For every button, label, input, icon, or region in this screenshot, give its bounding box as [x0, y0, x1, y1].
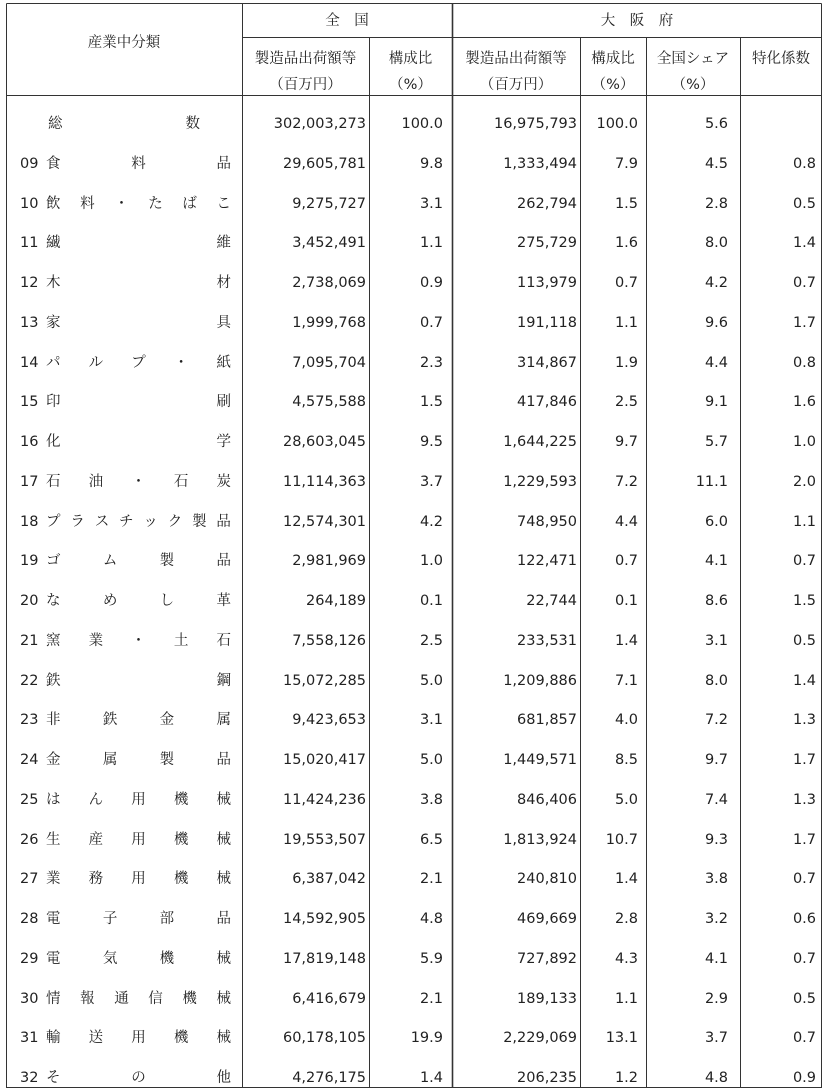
industry-name: パ ル プ ・ 紙	[46, 355, 231, 371]
header-national-shipment: 製造品出荷額等	[254, 51, 357, 67]
industry-name: 業 務 用 機 械	[46, 871, 231, 887]
national-shipment-value: 29,605,781	[282, 156, 366, 172]
specialization-coefficient-value: 0.8	[792, 355, 816, 371]
header-osaka-shipment: 製造品出荷額等	[465, 51, 567, 67]
industry-name: 食 料 品	[46, 156, 231, 172]
national-ratio-value: 2.5	[419, 633, 443, 649]
osaka-shipment-value: 189,133	[517, 991, 577, 1007]
osaka-shipment-value: 748,950	[517, 514, 577, 530]
national-ratio-value: 9.8	[419, 156, 443, 172]
national-shipment-value: 2,738,069	[292, 275, 366, 291]
osaka-shipment-value: 22,744	[526, 593, 577, 609]
header-national-unit: （百万円）	[269, 77, 342, 93]
industry-name: 情 報 通 信 機 械	[46, 991, 231, 1007]
national-shipment-value: 1,999,768	[292, 315, 366, 331]
specialization-coefficient-value: 1.1	[792, 514, 816, 530]
national-share-value: 9.6	[704, 315, 728, 331]
industry-code: 23	[20, 712, 39, 728]
national-share-value: 7.4	[704, 792, 728, 808]
national-ratio-value: 0.7	[419, 315, 443, 331]
specialization-coefficient-value: 1.3	[792, 712, 816, 728]
osaka-ratio-value: 7.9	[614, 156, 638, 172]
osaka-shipment-value: 1,813,924	[503, 832, 577, 848]
industry-name: プ ラ ス チ ッ ク 製 品	[46, 514, 231, 530]
national-shipment-value: 302,003,273	[273, 116, 366, 132]
industry-name: は ん 用 機 械	[46, 792, 231, 808]
header-share: 全国シェア	[656, 51, 730, 67]
national-ratio-value: 0.9	[419, 275, 443, 291]
national-shipment-value: 15,020,417	[282, 752, 366, 768]
national-share-value: 8.0	[704, 673, 728, 689]
national-share-value: 7.2	[704, 712, 728, 728]
national-share-value: 3.2	[704, 911, 728, 927]
industry-code: 20	[20, 593, 39, 609]
specialization-coefficient-value: 1.4	[792, 673, 816, 689]
specialization-coefficient-value: 0.7	[792, 951, 816, 967]
industry-code: 26	[20, 832, 39, 848]
national-ratio-value: 4.8	[419, 911, 443, 927]
specialization-coefficient-value: 0.7	[792, 553, 816, 569]
industry-name: 家 具	[46, 315, 231, 331]
national-share-value: 11.1	[695, 474, 728, 490]
header-national-pct: （%）	[389, 77, 432, 93]
osaka-ratio-value: 10.7	[605, 832, 638, 848]
national-ratio-value: 100.0	[401, 116, 443, 132]
national-share-value: 6.0	[704, 514, 728, 530]
industry-code: 21	[20, 633, 39, 649]
osaka-shipment-value: 417,846	[517, 394, 577, 410]
industry-code: 30	[20, 991, 39, 1007]
national-share-value: 3.1	[704, 633, 728, 649]
osaka-ratio-value: 4.3	[614, 951, 638, 967]
osaka-shipment-value: 1,333,494	[503, 156, 577, 172]
osaka-shipment-value: 469,669	[517, 911, 577, 927]
national-shipment-value: 7,095,704	[292, 355, 366, 371]
header-national: 全 国	[325, 13, 369, 29]
osaka-shipment-value: 233,531	[517, 633, 577, 649]
specialization-coefficient-value: 1.3	[792, 792, 816, 808]
industry-code: 32	[20, 1070, 39, 1086]
national-ratio-value: 5.9	[419, 951, 443, 967]
osaka-shipment-value: 262,794	[517, 196, 577, 212]
osaka-ratio-value: 100.0	[596, 116, 638, 132]
header-national-ratio: 構成比	[388, 51, 433, 67]
national-shipment-value: 2,981,969	[292, 553, 366, 569]
industry-code: 29	[20, 951, 39, 967]
osaka-ratio-value: 4.4	[614, 514, 638, 530]
national-ratio-value: 1.0	[419, 553, 443, 569]
national-ratio-value: 0.1	[419, 593, 443, 609]
national-share-value: 9.3	[704, 832, 728, 848]
industry-name: 繊 維	[46, 235, 231, 251]
osaka-shipment-value: 240,810	[517, 871, 577, 887]
osaka-ratio-value: 8.5	[614, 752, 638, 768]
osaka-shipment-value: 314,867	[517, 355, 577, 371]
specialization-coefficient-value: 0.5	[792, 196, 816, 212]
industry-name: 木 材	[46, 275, 231, 291]
osaka-shipment-value: 846,406	[517, 792, 577, 808]
osaka-shipment-value: 113,979	[517, 275, 577, 291]
specialization-coefficient-value: 0.5	[792, 633, 816, 649]
industry-code: 24	[20, 752, 39, 768]
specialization-coefficient-value: 1.7	[792, 315, 816, 331]
osaka-shipment-value: 206,235	[517, 1070, 577, 1086]
industry-name: 飲 料 ・ た ば こ	[46, 196, 231, 212]
national-ratio-value: 3.1	[419, 712, 443, 728]
industry-code: 27	[20, 871, 39, 887]
industry-code: 18	[20, 514, 39, 530]
industry-name: 総 数	[48, 116, 200, 132]
industry-name: な め し 革	[46, 593, 231, 609]
national-shipment-value: 11,114,363	[282, 474, 366, 490]
national-ratio-value: 2.3	[419, 355, 443, 371]
industry-code: 31	[20, 1030, 39, 1046]
specialization-coefficient-value: 0.7	[792, 871, 816, 887]
industry-code: 17	[20, 474, 39, 490]
industry-code: 19	[20, 553, 39, 569]
specialization-coefficient-value: 1.6	[792, 394, 816, 410]
osaka-shipment-value: 1,449,571	[503, 752, 577, 768]
national-share-value: 2.9	[704, 991, 728, 1007]
national-shipment-value: 3,452,491	[292, 235, 366, 251]
osaka-ratio-value: 0.7	[614, 553, 638, 569]
osaka-shipment-value: 275,729	[517, 235, 577, 251]
osaka-ratio-value: 1.9	[614, 355, 638, 371]
national-share-value: 9.7	[704, 752, 728, 768]
national-share-value: 8.0	[704, 235, 728, 251]
osaka-ratio-value: 1.1	[614, 991, 638, 1007]
national-share-value: 4.8	[704, 1070, 728, 1086]
osaka-ratio-value: 2.8	[614, 911, 638, 927]
industry-code: 10	[20, 196, 39, 212]
industry-name: 印 刷	[46, 394, 231, 410]
industry-code: 22	[20, 673, 39, 689]
industry-code: 11	[20, 235, 39, 251]
specialization-coefficient-value: 1.4	[792, 235, 816, 251]
national-shipment-value: 17,819,148	[282, 951, 366, 967]
osaka-shipment-value: 727,892	[517, 951, 577, 967]
national-shipment-value: 15,072,285	[282, 673, 366, 689]
specialization-coefficient-value: 0.5	[792, 991, 816, 1007]
industry-name: 窯 業 ・ 土 石	[46, 633, 231, 649]
header-share-pct: （%）	[671, 77, 715, 93]
specialization-coefficient-value: 0.8	[792, 156, 816, 172]
national-shipment-value: 264,189	[306, 593, 366, 609]
national-ratio-value: 5.0	[419, 752, 443, 768]
national-shipment-value: 19,553,507	[282, 832, 366, 848]
industry-name: そ の 他	[46, 1070, 231, 1086]
national-ratio-value: 3.1	[419, 196, 443, 212]
national-share-value: 3.7	[704, 1030, 728, 1046]
national-shipment-value: 60,178,105	[282, 1030, 366, 1046]
national-ratio-value: 4.2	[419, 514, 443, 530]
industry-name: 石 油 ・ 石 炭	[46, 474, 231, 490]
industry-code: 09	[20, 156, 39, 172]
national-ratio-value: 1.5	[419, 394, 443, 410]
national-shipment-value: 7,558,126	[292, 633, 366, 649]
osaka-shipment-value: 1,209,886	[503, 673, 577, 689]
osaka-ratio-value: 1.6	[614, 235, 638, 251]
osaka-shipment-value: 1,229,593	[503, 474, 577, 490]
national-ratio-value: 6.5	[419, 832, 443, 848]
industry-code: 15	[20, 394, 39, 410]
specialization-coefficient-value: 0.7	[792, 275, 816, 291]
industry-name: ゴ ム 製 品	[46, 553, 231, 569]
osaka-ratio-value: 2.5	[614, 394, 638, 410]
national-ratio-value: 3.8	[419, 792, 443, 808]
osaka-ratio-value: 0.7	[614, 275, 638, 291]
header-osaka: 大 阪 府	[600, 13, 674, 29]
national-ratio-value: 19.9	[410, 1030, 443, 1046]
national-shipment-value: 9,275,727	[292, 196, 366, 212]
national-shipment-value: 14,592,905	[282, 911, 366, 927]
national-share-value: 4.2	[704, 275, 728, 291]
osaka-ratio-value: 1.4	[614, 871, 638, 887]
osaka-ratio-value: 9.7	[614, 434, 638, 450]
specialization-coefficient-value: 1.0	[792, 434, 816, 450]
national-ratio-value: 1.4	[419, 1070, 443, 1086]
header-osaka-unit: （百万円）	[479, 77, 553, 93]
industry-name: 鉄 鋼	[46, 673, 231, 689]
osaka-ratio-value: 1.1	[614, 315, 638, 331]
national-shipment-value: 4,276,175	[292, 1070, 366, 1086]
osaka-ratio-value: 13.1	[605, 1030, 638, 1046]
specialization-coefficient-value: 1.7	[792, 752, 816, 768]
national-shipment-value: 9,423,653	[292, 712, 366, 728]
header-osaka-pct: （%）	[591, 77, 635, 93]
osaka-shipment-value: 1,644,225	[503, 434, 577, 450]
national-shipment-value: 12,574,301	[282, 514, 366, 530]
industry-name: 金 属 製 品	[46, 752, 231, 768]
industry-name: 化 学	[46, 434, 231, 450]
osaka-shipment-value: 681,857	[517, 712, 577, 728]
osaka-ratio-value: 4.0	[614, 712, 638, 728]
industry-code: 25	[20, 792, 39, 808]
osaka-ratio-value: 1.5	[614, 196, 638, 212]
industry-code: 14	[20, 355, 39, 371]
national-shipment-value: 11,424,236	[282, 792, 366, 808]
national-share-value: 3.8	[704, 871, 728, 887]
header-coef: 特化係数	[752, 51, 810, 67]
national-share-value: 9.1	[704, 394, 728, 410]
osaka-ratio-value: 5.0	[614, 792, 638, 808]
national-ratio-value: 3.7	[419, 474, 443, 490]
specialization-coefficient-value: 0.7	[792, 1030, 816, 1046]
specialization-coefficient-value: 2.0	[792, 474, 816, 490]
osaka-ratio-value: 1.4	[614, 633, 638, 649]
national-share-value: 4.1	[704, 553, 728, 569]
industry-code: 12	[20, 275, 39, 291]
specialization-coefficient-value: 0.6	[792, 911, 816, 927]
osaka-shipment-value: 191,118	[517, 315, 577, 331]
osaka-ratio-value: 0.1	[614, 593, 638, 609]
specialization-coefficient-value: 1.5	[792, 593, 816, 609]
national-share-value: 4.4	[704, 355, 728, 371]
industry-name: 輸 送 用 機 械	[46, 1030, 231, 1046]
national-ratio-value: 2.1	[419, 991, 443, 1007]
osaka-ratio-value: 1.2	[614, 1070, 638, 1086]
national-share-value: 8.6	[704, 593, 728, 609]
national-share-value: 5.7	[704, 434, 728, 450]
national-shipment-value: 6,387,042	[292, 871, 366, 887]
specialization-coefficient-value: 0.9	[792, 1070, 816, 1086]
specialization-coefficient-value: 1.7	[792, 832, 816, 848]
national-share-value: 4.5	[704, 156, 728, 172]
national-ratio-value: 2.1	[419, 871, 443, 887]
industry-statistics-table	[6, 3, 822, 1088]
national-share-value: 4.1	[704, 951, 728, 967]
header-osaka-ratio: 構成比	[591, 51, 635, 67]
osaka-shipment-value: 122,471	[517, 553, 577, 569]
industry-code: 16	[20, 434, 39, 450]
national-shipment-value: 6,416,679	[292, 991, 366, 1007]
industry-name: 生 産 用 機 械	[46, 832, 231, 848]
header-category: 産業中分類	[87, 35, 161, 51]
industry-name: 非 鉄 金 属	[46, 712, 231, 728]
national-ratio-value: 1.1	[419, 235, 443, 251]
national-ratio-value: 9.5	[419, 434, 443, 450]
osaka-ratio-value: 7.2	[614, 474, 638, 490]
osaka-shipment-value: 16,975,793	[493, 116, 577, 132]
national-shipment-value: 28,603,045	[282, 434, 366, 450]
national-shipment-value: 4,575,588	[292, 394, 366, 410]
osaka-shipment-value: 2,229,069	[503, 1030, 577, 1046]
national-share-value: 5.6	[704, 116, 728, 132]
industry-code: 28	[20, 911, 39, 927]
osaka-ratio-value: 7.1	[614, 673, 638, 689]
national-ratio-value: 5.0	[419, 673, 443, 689]
industry-name: 電 気 機 械	[46, 951, 231, 967]
industry-name: 電 子 部 品	[46, 911, 231, 927]
national-share-value: 2.8	[704, 196, 728, 212]
industry-code: 13	[20, 315, 39, 331]
